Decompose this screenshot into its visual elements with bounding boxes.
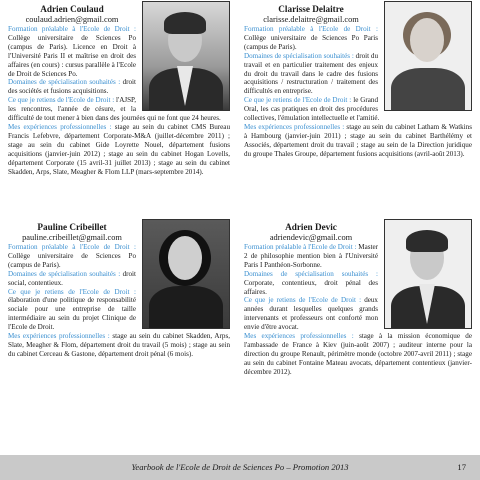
portrait-photo	[384, 1, 472, 111]
profile-clarisse-delaitre	[244, 4, 472, 159]
profile-pauline-cribeillet	[8, 222, 230, 359]
profile-email[interactable]: adriendevic@gmail.com	[269, 233, 353, 242]
experiences-label: Mes expériences professionnelles :	[8, 332, 110, 341]
footer-band	[0, 455, 480, 480]
specialisation-label: Domaines de spécialisation souhaités :	[244, 51, 354, 60]
experiences-text: stage à la mission économique de l'ambassade de France à Kiev (juin-août 2007) ; auditeur interne pour la direction du groupe Renault, périmètre monde (octobre 2007-avril 2011) ; stage au sein du cabinet Fontaine Mateau avocats, département contentieux (janvier-décembre 2012).	[244, 332, 472, 376]
profile-name: Pauline Cribeillet	[37, 222, 107, 232]
formation-label: Formation préalable à l'Ecole de Droit :	[244, 25, 378, 33]
formation-text: Collège universitaire de Sciences Po Paris (campus de Paris).	[244, 33, 378, 51]
retenu-label: Ce que je retiens de l'Ecole de Droit :	[244, 296, 362, 305]
retenu-text: l'AJSP, les rencontres, l'année de césure, et la difficulté de tout mener à bien dans des journées qui ne font que 24 heures.	[8, 96, 221, 123]
profile-adrien-coulaud	[8, 4, 230, 176]
specialisation-label: Domaines de spécialisation souhaités :	[8, 269, 121, 278]
specialisation-text: droit des sociétés et fusions acquisitions.	[8, 78, 136, 96]
retenu-text: deux années durant lesquelles quelques grands intervenants et professeurs ont conforté mon envie d'être avocat.	[244, 296, 378, 332]
retenu-label: Ce que je retiens de l'Ecole de Droit :	[244, 96, 352, 105]
profile-name: Clarisse Delaitre	[278, 4, 344, 14]
retenu-text: le Grand Oral, les cas pratiques en droit des procédures collectives, l'émulation intellectuelle et l'amitié.	[244, 96, 380, 123]
formation-label: Formation préalable à l'Ecole de Droit :	[8, 25, 136, 33]
formation-text: Collège universitaire de Sciences Po (campus de Paris). Licence en Droit à l'Université Paris II et maîtrise en droit des affaires (en cours) : cursus parallèle à l'Ecole de Droit de Sciences Po.	[8, 33, 136, 78]
portrait-photo	[142, 1, 230, 111]
specialisation-text: Corporate, contentieux, droit pénal des affaires.	[244, 278, 378, 296]
profile-email[interactable]: clarisse.delaitre@gmail.com	[263, 15, 359, 24]
formation-text: Master 2 de philosophie mention bien à l'Université Paris I Panthéon-Sorbonne.	[244, 243, 378, 269]
specialisation-label: Domaines de spécialisation souhaités :	[244, 269, 378, 278]
portrait-photo	[384, 219, 472, 329]
profile-name: Adrien Devic	[285, 222, 337, 232]
specialisation-text: droit social, contentieux.	[8, 269, 136, 287]
experiences-text: stage au sein du cabinet CMS Bureau Francis Lefebvre, département Corporate-M&A (juillet-décembre 2011) ; stage au sein du cabinet Gide Loyrette Nouel, département fusions acquisitions (janvier-juin 2012) ; stage au sein du cabinet Hogan Lovells, département Corporate (15 avril-31 juillet 2013) ; stage au sein du cabinet Skadden, Arps, Slate, Meagher & Flom LLP (mars-septembre 2014).	[8, 122, 230, 176]
footer-title: Yearbook de l'Ecole de Droit de Sciences Po – Promotion 2013	[131, 462, 349, 472]
formation-label: Formation préalable à l'Ecole de Droit :	[244, 243, 357, 251]
experiences-text: stage au sein du cabinet Latham & Watkins à Hambourg (janvier-juin 2011) ; stage au sein du cabinet Barthélémy et Associés, département droit du travail ; stage au sein de la Direction juridique du groupe Thales Groupe, département fusions acquisitions (avril-août 2013).	[244, 122, 472, 158]
profile-name: Adrien Coulaud	[40, 4, 104, 14]
page-number: 17	[457, 462, 466, 472]
specialisation-text: droit du travail et en particulier traitement des enjeux du droit du travail dans le cadre des fusions acquisitions / restructuration / traitement des difficultés en entreprise.	[244, 51, 378, 96]
profile-email[interactable]: pauline.cribeillet@gmail.com	[22, 233, 122, 242]
profile-adrien-devic	[244, 222, 472, 377]
experiences-text: stage au sein du cabinet Skadden, Arps, Slate, Meagher & Flom, département droit du travail (5 mois) ; stage au sein du cabinet Cerceau & Gastone, département droit pénal (6 mois).	[8, 332, 230, 358]
retenu-text: élaboration d'une politique de responsabilité sociale pour une entreprise de taille intermédiaire au sein du projet Clinique de l'Ecole de Droit.	[8, 296, 136, 332]
specialisation-label: Domaines de spécialisation souhaités :	[8, 78, 121, 87]
formation-text: Collège universitaire de Sciences Po (campus de Paris).	[8, 251, 136, 269]
experiences-label: Mes expériences professionnelles :	[244, 332, 354, 341]
experiences-label: Mes expériences professionnelles :	[244, 122, 345, 131]
experiences-label: Mes expériences professionnelles :	[8, 122, 112, 131]
formation-label: Formation préalable à l'Ecole de Droit :	[8, 243, 136, 251]
retenu-label: Ce que je retiens de l'Ecole de Droit :	[8, 96, 115, 105]
retenu-label: Ce que je retiens de l'Ecole de Droit :	[8, 287, 136, 296]
profile-email[interactable]: coulaud.adrien@gmail.com	[25, 15, 119, 24]
portrait-photo	[142, 219, 230, 329]
